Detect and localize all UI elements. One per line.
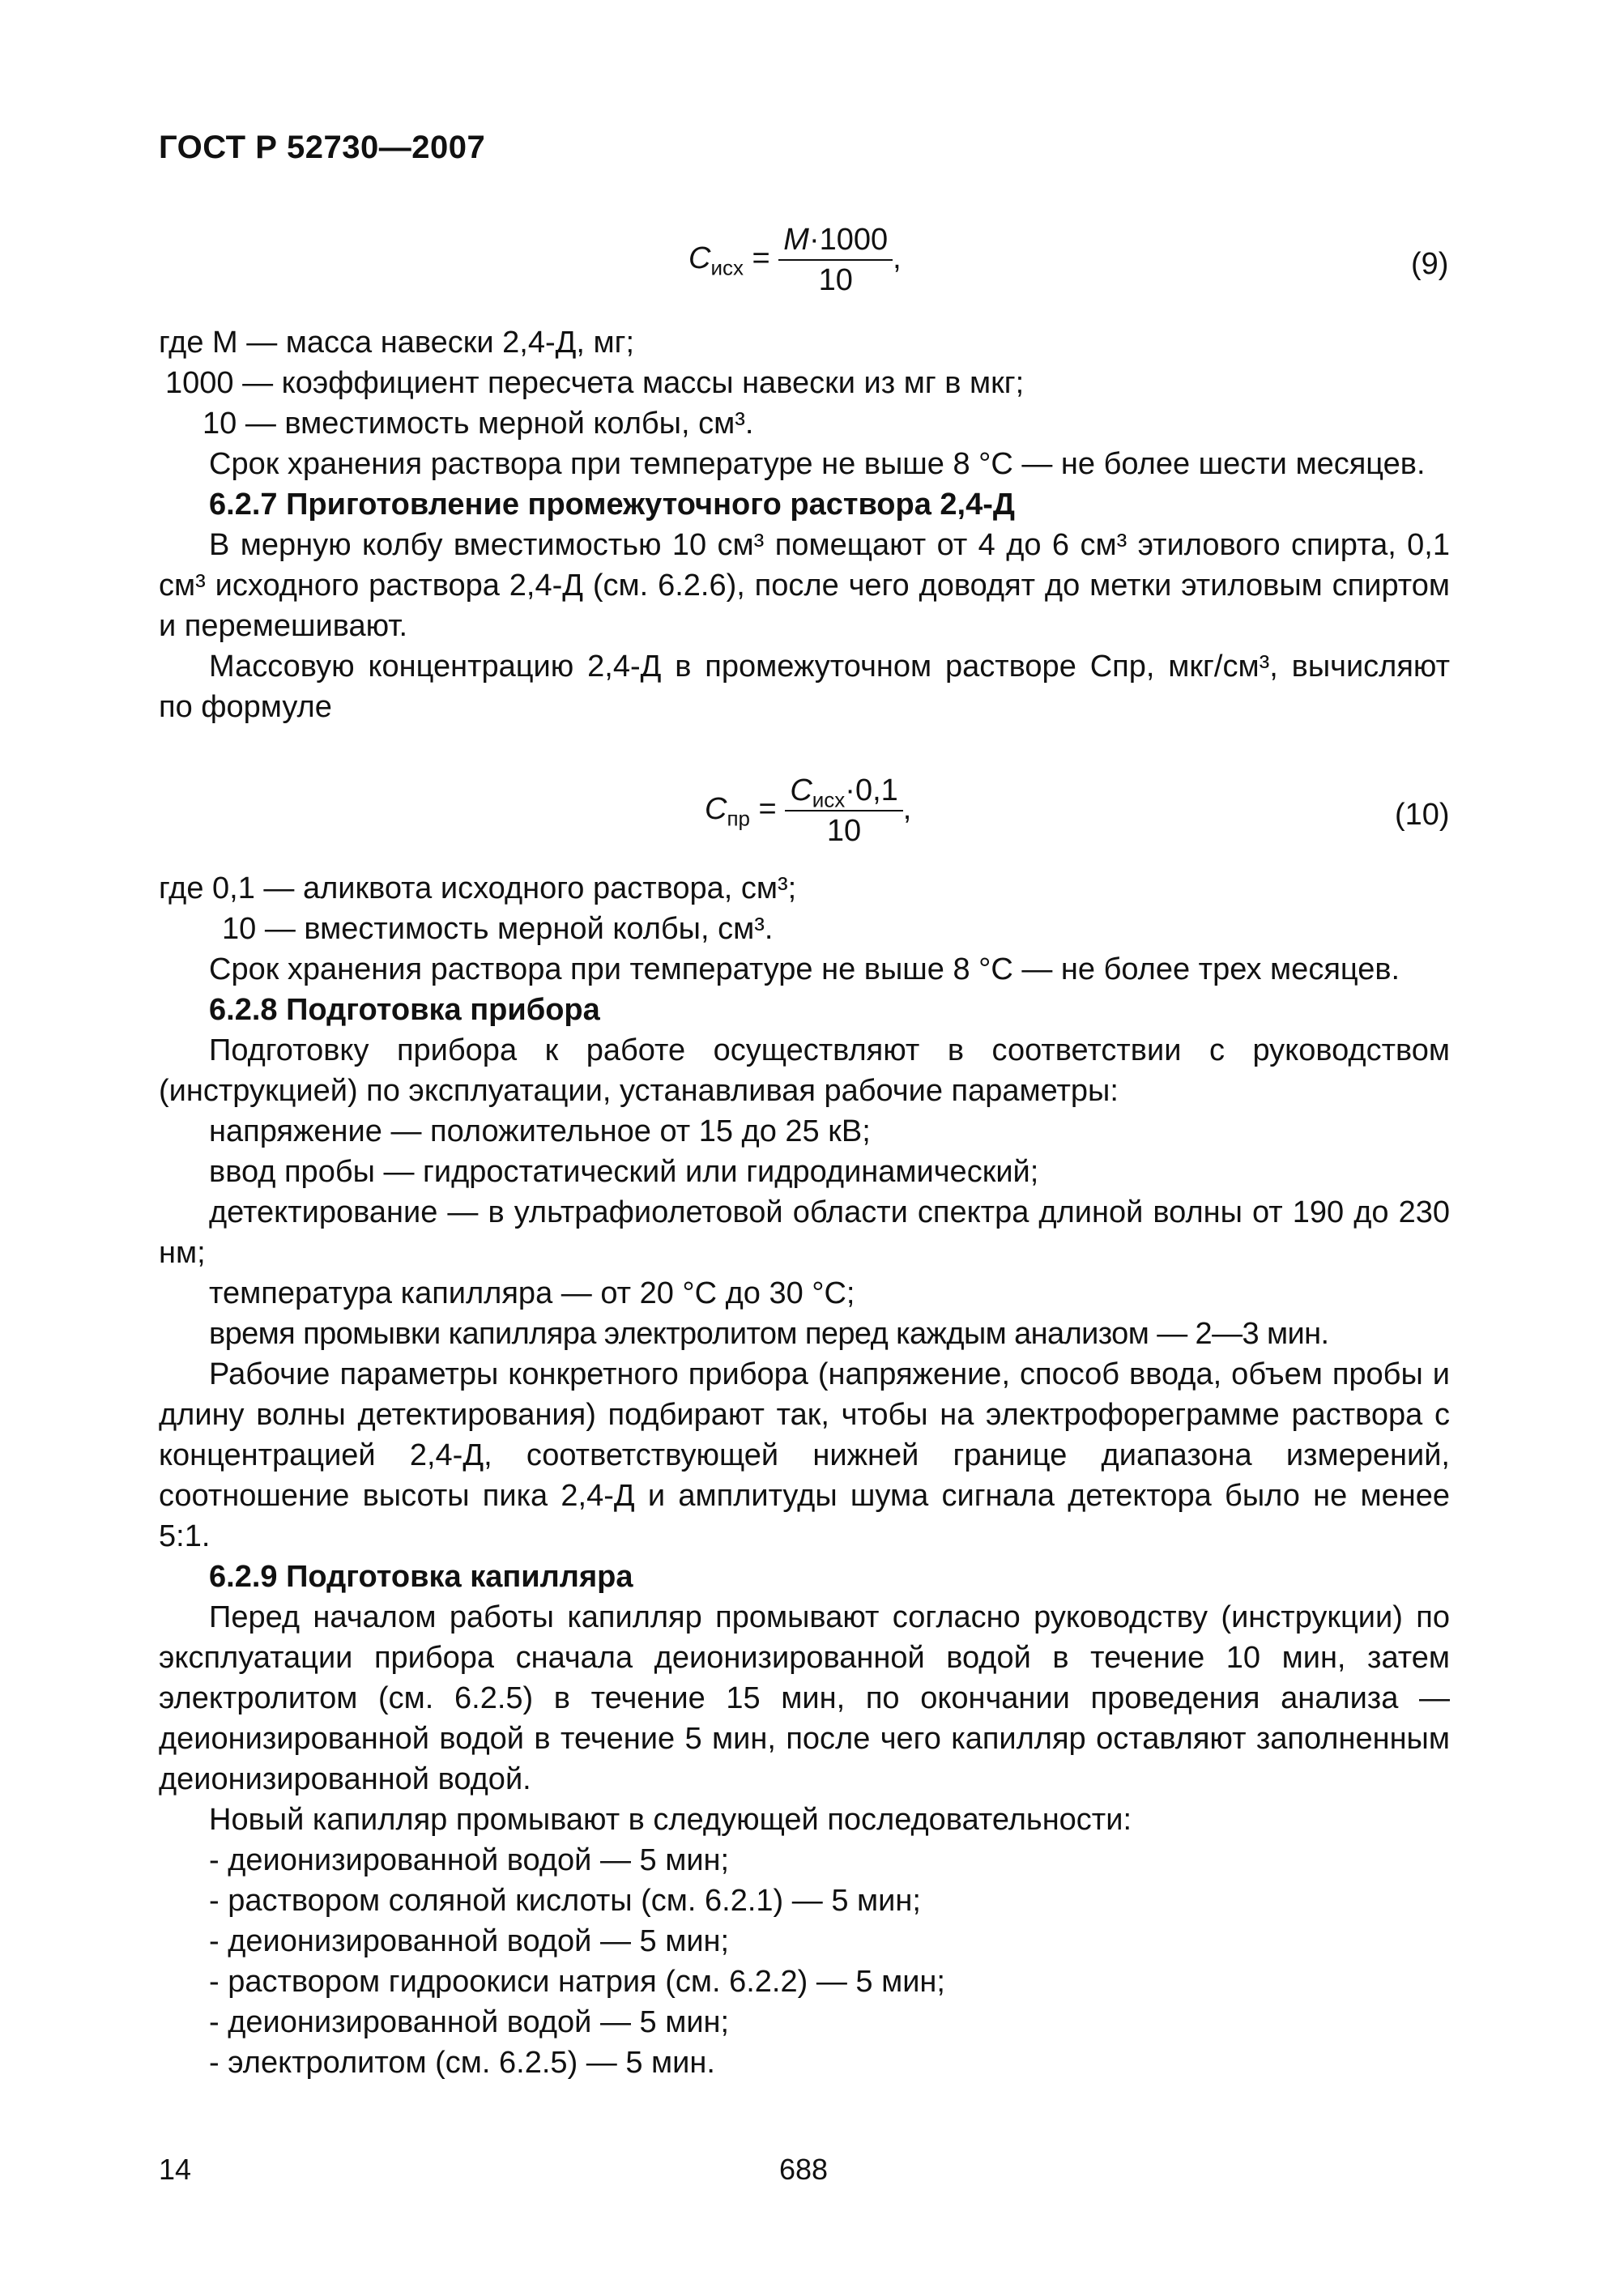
param-voltage: напряжение — положительное от 15 до 25 кВ; — [209, 1114, 871, 1148]
text-block-2 — [159, 868, 1450, 2083]
formula-10-equals: = — [750, 792, 786, 827]
formula-10-lhs: C — [705, 792, 727, 827]
section-6-2-9-paragraph-1: Перед началом работы капилляр промывают согласно руководству (инструкции) по эксплуатации прибора сначала деионизированной водой в течение 10 мин, затем электролитом (см. 6.2.5) в течение 15 мин, по окончании проведения анализа — деионизированной водой в течение 5 мин, после чего капилляр оставляют заполненным деионизированной водой. — [159, 1600, 1450, 1796]
document-header: ГОСТ Р 52730—2007 — [159, 130, 486, 165]
formula-9-lhs-subscript: исх — [710, 255, 744, 280]
legend-10-line-2: 10 — вместимость мерной колбы, см³. — [222, 912, 774, 946]
section-6-2-7-paragraph-1: В мерную колбу вместимостью 10 см³ помещают от 4 до 6 см³ этилового спирта, 0,1 см³ исходного раствора 2,4-Д (см. 6.2.6), после чего доводят до метки этиловым спиртом и перемешивают. — [159, 528, 1450, 643]
section-6-2-9-heading: 6.2.9 Подготовка капилляра — [209, 1560, 633, 1594]
section-6-2-7-paragraph-2: Массовую концентрацию 2,4-Д в промежуточном растворе Спр, мкг/см³, вычисляют по формуле — [159, 650, 1450, 724]
formula-9-denominator: 10 — [818, 263, 853, 297]
list-item: - электролитом (см. 6.2.5) — 5 мин. — [209, 2046, 715, 2080]
section-6-2-8-paragraph-2: Рабочие параметры конкретного прибора (напряжение, способ ввода, объем пробы и длину волны детектирования) подбирают так, чтобы на электрофореграмме раствора с концентрацией 2,4-Д, соответствующей нижней границе диапазона измерений, соотношение высоты пика 2,4-Д и амплитуды шума сигнала детектора было не менее 5:1. — [159, 1357, 1450, 1553]
param-detection: детектирование — в ультрафиолетовой области спектра длиной волны от 190 до 230 нм; — [159, 1195, 1450, 1270]
formula-10-lhs-subscript: пр — [727, 806, 750, 831]
legend-10-line-1: где 0,1 — аликвота исходного раствора, см³; — [159, 871, 797, 905]
section-6-2-8-heading: 6.2.8 Подготовка прибора — [209, 993, 600, 1027]
storage-note-1: Срок хранения раствора при температуре не выше 8 °С — не более шести месяцев. — [209, 447, 1426, 481]
param-sample-input: ввод пробы — гидростатический или гидродинамический; — [209, 1155, 1039, 1189]
param-rinse-time: время промывки капилляра электролитом перед каждым анализом — 2—3 мин. — [209, 1317, 1329, 1351]
legend-9-line-3: 10 — вместимость мерной колбы, см³. — [202, 407, 754, 441]
formula-9-fraction — [778, 220, 893, 300]
text-block-1 — [159, 322, 1450, 727]
list-item: - деионизированной водой — 5 мин; — [209, 1924, 730, 1958]
formula-9-numerator: M·1000 — [778, 220, 893, 261]
formula-10-denominator: 10 — [826, 814, 862, 848]
section-6-2-9-paragraph-2: Новый капилляр промывают в следующей последовательности: — [209, 1803, 1132, 1837]
formula-10: $C_{пр}$ = $\frac{C_{исх}\cdot 0,1}{10}$ , — [705, 771, 911, 850]
legend-9-line-2: 1000 — коэффициент пересчета массы навески из мг в мкг; — [165, 366, 1025, 400]
rinse-sequence-list — [159, 1840, 1450, 2083]
section-6-2-7-heading: 6.2.7 Приготовление промежуточного раствора 2,4-Д — [209, 488, 1015, 522]
formula-9-number: (9) — [1411, 247, 1449, 281]
formula-10-fraction — [785, 771, 902, 850]
list-item: - раствором соляной кислоты (см. 6.2.1) — 5 мин; — [209, 1884, 921, 1918]
formula-9: $C_{исх}$ = $\frac{M\cdot 1000}{10}$ , — [688, 220, 902, 300]
sheet-number: 688 — [779, 2153, 829, 2186]
param-capillary-temperature: температура капилляра — от 20 °С до 30 °С; — [209, 1276, 855, 1310]
legend-9-line-1: где M — масса навески 2,4-Д, мг; — [159, 326, 635, 360]
list-item: - деионизированной водой — 5 мин; — [209, 2005, 730, 2039]
storage-note-2: Срок хранения раствора при температуре не выше 8 °С — не более трех месяцев. — [209, 952, 1400, 986]
formula-9-lhs: C — [688, 241, 711, 276]
formula-10-number: (10) — [1395, 798, 1450, 832]
formula-10-numerator: $C_{исх}\cdot 0,1$ — [785, 771, 902, 811]
page-number: 14 — [159, 2153, 192, 2186]
list-item: - деионизированной водой — 5 мин; — [209, 1843, 730, 1877]
formula-9-equals: = — [743, 241, 779, 276]
list-item: - раствором гидроокиси натрия (см. 6.2.2) — 5 мин; — [209, 1965, 945, 1999]
section-6-2-8-intro: Подготовку прибора к работе осуществляют в соответствии с руководством (инструкцией) по эксплуатации, устанавливая рабочие параметры: — [159, 1033, 1450, 1108]
